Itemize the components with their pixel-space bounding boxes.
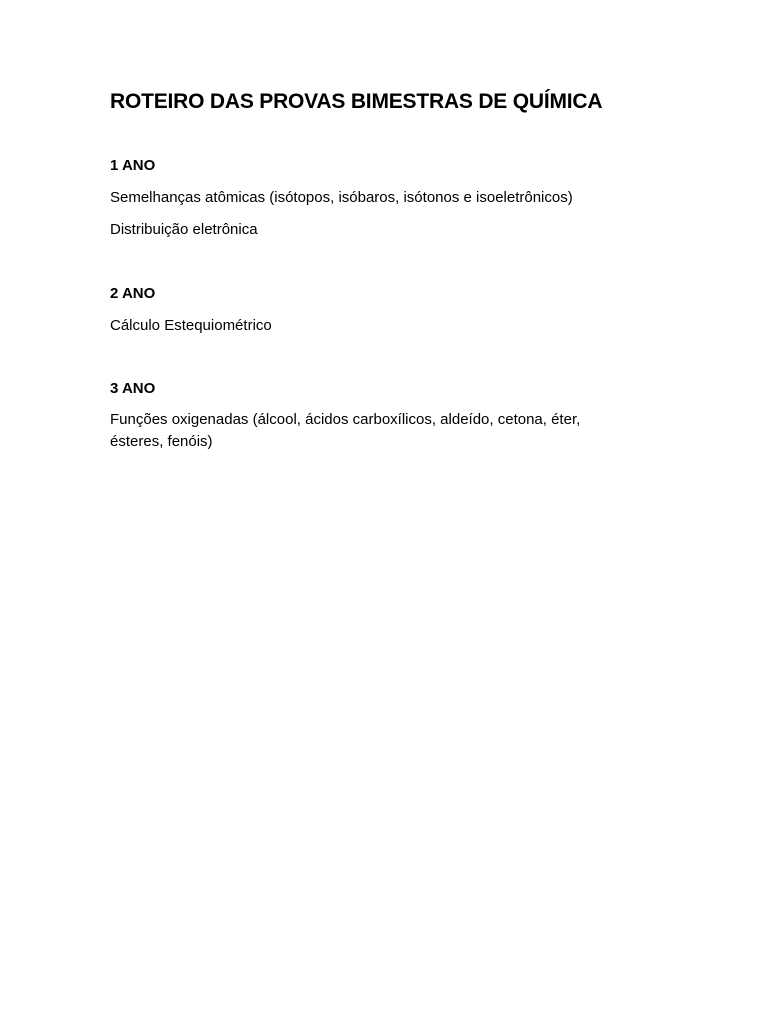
topic-item: Distribuição eletrônica (110, 221, 258, 238)
section-3-ano (110, 379, 650, 453)
topic-item: Cálculo Estequiométrico (110, 317, 272, 334)
topic-item: Funções oxigenadas (álcool, ácidos carboxílicos, aldeído, cetona, éter, ésteres, fenóis) (110, 411, 581, 450)
section-2-ano (110, 284, 650, 337)
section-heading: 3 ANO (110, 380, 156, 397)
topic-item: Semelhanças atômicas (isótopos, isóbaros, isótonos e isoeletrônicos) (110, 189, 573, 206)
section-1-ano (110, 156, 650, 241)
section-heading: 2 ANO (110, 285, 156, 302)
section-heading: 1 ANO (110, 157, 156, 174)
document-content (110, 88, 650, 453)
document-title: ROTEIRO DAS PROVAS BIMESTRAS DE QUÍMICA (110, 90, 603, 113)
